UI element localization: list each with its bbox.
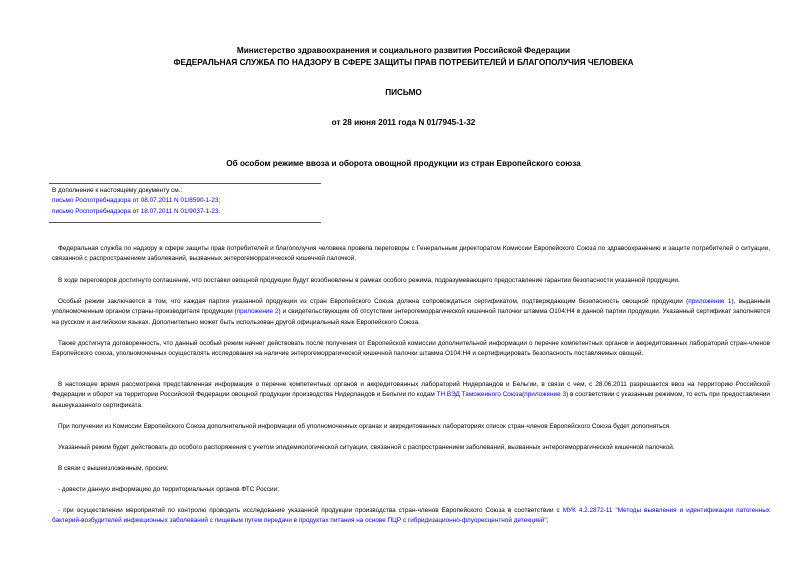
paragraph-10-text-b: ; xyxy=(546,517,549,525)
paragraph-5 xyxy=(52,380,770,411)
paragraph-9: - довести данную информацию до территориальных органов ФТС России; xyxy=(58,486,279,493)
see-also-top-divider xyxy=(49,183,321,184)
paragraph-5-text-c: ) в соответствии с указанным режимом, то есть при предоставлении вышеуказанного сертификата. xyxy=(52,391,771,409)
paragraph-7: Указанный режим будет действовать до особого распоряжения с учетом эпидемиологической ситуации, связанной с распространением заболеваний, вызванных энтерогеморрагической кишечной палочкой. xyxy=(58,444,675,451)
paragraph-10-text-a: - при осуществлении мероприятий по контролю проводить исследование указанной продукции производства стран-членов Европейского Союза в соответствии с xyxy=(58,507,563,514)
appendix-3-link[interactable]: приложение 3 xyxy=(524,391,567,399)
paragraph-1: Федеральная служба по надзору в сфере защиты прав потребителей и благополучия человека провела переговоры с Генеральным директоратом Комиссии Европейского Союза по здравоохранению и защите потребителей о ситуации, связанной с распространением заболеваний, вызванных энтерогеморрагической кишечной палочкой. xyxy=(52,245,770,263)
paragraph-8: В связи с вышеизложенным, просим: xyxy=(58,465,169,472)
see-also-bottom-divider xyxy=(49,222,321,223)
tn-ved-link[interactable]: ТН ВЭД Таможенного Союза xyxy=(436,391,523,399)
paragraph-3-text-c: ) и свидетельствующим об отсутствии энтерогеморрагической кишечной палочки штамма О104:Н4 в данной партии продукции. Указанный сертификат заполняется на русском и английском языках. Дополнительно может быть использован другой официальный язык Европейского Союза. xyxy=(52,308,770,326)
document-date-number: от 28 июня 2011 года N 01/7945-1-32 xyxy=(331,118,476,127)
see-also-intro: В дополнение к настоящему документу см.: xyxy=(52,187,183,194)
ministry-name: Министерство здравоохранения и социального развития Российской Федерации xyxy=(236,46,571,55)
see-also-link-row-1 xyxy=(52,196,220,206)
paragraph-5-text-a: В настоящее время рассмотрена представленная информация о перечне компетентных органов и аккредитованных лабораторий Нидерландов и Бельгии, в связи с чем, с 28.06.2011 разрешается ввоз на территорию Российской Федерации и оборот на территории Российской Федерации овощной продукции производства Нидерландов и Бельгии по кодам xyxy=(52,381,770,399)
service-name: ФЕДЕРАЛЬНАЯ СЛУЖБА ПО НАДЗОРУ В СФЕРЕ ЗАЩИТЫ ПРАВ ПОТРЕБИТЕЛЕЙ И БЛАГОПОЛУЧИЯ ЧЕЛОВЕКА xyxy=(173,58,634,67)
appendix-1-link[interactable]: приложение 1 xyxy=(688,298,732,305)
paragraph-3 xyxy=(52,297,770,328)
document-title: Об особом режиме ввоза и оборота овощной продукции из стран Европейского союза xyxy=(226,159,581,168)
appendix-2-link[interactable]: приложение 2 xyxy=(236,308,279,316)
muk-link[interactable]: МУК 4.2.2872-11 "Методы выявления и идентификации патогенных бактерий-возбудителей инфекционных заболеваний с пищевым путем передачи в продуктах питания на основе ПЦР с гибридизационно-флуоресцентной детекцией" xyxy=(52,507,771,525)
paragraph-3-text-a: Особый режим заключается в том, что каждая партия указанной продукции из стран Европейского Союза должна сопровождаться сертификатом, подтверждающим безопасность овощной продукции ( xyxy=(58,298,689,305)
see-also-link-2[interactable]: письмо Роспотребнадзора от 18.07.2011 N 01/9037-1-23. xyxy=(52,208,221,215)
see-also-link-row-2 xyxy=(52,207,220,217)
paragraph-10 xyxy=(52,506,770,527)
paragraph-2: В ходе переговоров достигнуто соглашение, что поставки овощной продукции будут возобновлены в рамках особого режима, подразумевающего предоставление гарантии безопасности указанной продукции. xyxy=(58,277,680,284)
document-type: ПИСЬМО xyxy=(385,88,422,97)
paragraph-6: При получении из Комиссии Европейского Союза дополнительной информации об уполномоченных органах и аккредитованных лабораториях список стран-членов Европейского Союза будет дополняться. xyxy=(58,423,671,430)
see-also-link-1[interactable]: письмо Роспотребнадзора от 08.07.2011 N 01/8590-1-23; xyxy=(52,197,221,204)
paragraph-3-text-b: ), выданным уполномоченным органом страны-производителя продукции ( xyxy=(52,298,771,316)
paragraph-4: Также достигнута договоренность, что данный особый режим начнет действовать после получения от Европейской комиссии дополнительной информации о перечне компетентных органов и аккредитованных лабораторий стран-членов Европейского союза, уполномоченных осуществлять исследования на наличие энтерогеморрагической кишечной палочки штамма О104:Н4 и сертифицировать безопасность поставляемых овощей. xyxy=(52,340,770,358)
paragraph-5-text-b: ( xyxy=(522,391,525,399)
